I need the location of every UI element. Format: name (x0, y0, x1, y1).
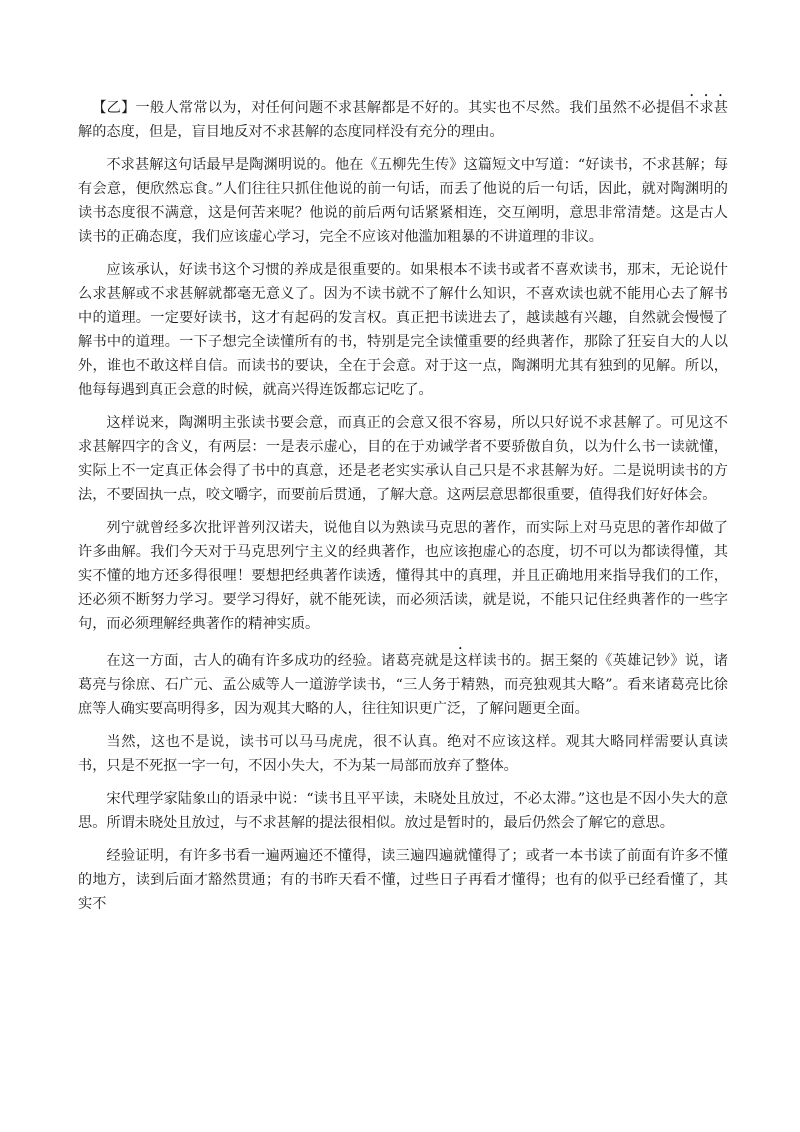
paragraph-8 (78, 787, 728, 835)
emphasized-text: 这 (453, 653, 468, 669)
paragraph-text: 列宁就曾经多次批评普列汉诺夫，说他自以为熟读马克思的著作，而实际上对马克思的著作却做了许多曲解。我们今天对于马克思列宁主义的经典著作，也应该抱虚心的态度，切不可以为都读得懂，其实不懂的地方还多得很哩！要想把经典著作读透，懂得其中的真理，并且正确地用来指导我们的工作，还必须不断努力学习。要学习得好，就不能死读，而必须活读，就是说，不能只记住经典著作的一些字句，而必须理解经典著作的精神实质。 (78, 520, 728, 632)
paragraph-text: 不求甚解这句话最早是陶渊明说的。他在《五柳先生传》这篇短文中写道：“好读书，不求甚解；每有会意，便欣然忘食。”人们往往只抓住他说的前一句话，而丢了他说的后一句话，因此，就对陶渊明的读书态度很不满意，这是何苦来呢？他说的前后两句话紧紧相连，交互阐明，意思非常清楚。这是古人读书的正确态度，我们应该虚心学习，完全不应该对他滥加粗暴的不讲道理的非议。 (78, 157, 728, 245)
paragraph-4 (78, 411, 728, 507)
paragraph-2 (78, 153, 728, 249)
paragraph-text: 应该承认，好读书这个习惯的养成是很重要的。如果根本不读书或者不喜欢读书，那末，无论说什么求甚解或不求甚解就都毫无意义了。因为不读书就不了解什么知识，不喜欢读也就不能用心去了解书中的道理。一定要好读书，这才有起码的发言权。真正把书读进去了，越读越有兴趣，自然就会慢慢了解书中的道理。一下子想完全读懂所有的书，特别是完全读懂重要的经典著作，那除了狂妄自大的人以外，谁也不敢这样自信。而读书的要诀，全在于会意。对于这一点，陶渊明尤其有独到的见解。所以，他每每遇到真正会意的时候，就高兴得连饭都忘记吃了。 (78, 262, 728, 398)
paragraph-6 (78, 645, 728, 721)
essay-body (78, 92, 728, 925)
paragraph-text: 宋代理学家陆象山的语录中说：“读书且平平读，未晓处且放过，不必太滞。”这也是不因小失大的意思。所谓未晓处且放过，与不求甚解的提法很相似。放过是暂时的，最后仍然会了解它的意思。 (78, 791, 728, 831)
paragraph-text: 当然，这也不是说，读书可以马马虎虎，很不认真。绝对不应该这样。观其大略同样需要认真读书，只是不死抠一字一句，不因小失大，不为某一局部而放弃了整体。 (78, 734, 728, 774)
paragraph-text: 这样说来，陶渊明主张读书要会意，而真正的会意又很不容易，所以只好说不求甚解了。可见这不求甚解四字的含义，有两层：一是表示虚心，目的在于劝诫学者不要骄傲自负，以为什么书一读就懂，实际上不一定真正体会得了书中的真意，还是老老实实承认自己只是不求甚解为好。二是说明读书的方法，不要固执一点，咬文嚼字，而要前后贯通，了解大意。这两层意思都很重要，值得我们好好体会。 (78, 415, 728, 503)
paragraph-3 (78, 258, 728, 402)
emphasized-text: 不求甚 (684, 100, 728, 116)
paragraph-text: 解的态度，但是，盲目地反对不求甚解的态度同样没有充分的理由。 (78, 124, 504, 140)
paragraph-9 (78, 844, 728, 916)
paragraph-text: 【乙】一般人常常以为，对任何问题不求甚解都是不好的。其实也不尽然。我们虽然不必提倡 (92, 100, 685, 116)
paragraph-text: 在这一方面，古人的确有许多成功的经验。诸葛亮就是 (106, 653, 454, 669)
paragraph-text: 样读书的。据王粲的《英雄记钞》说，诸葛亮与徐庶、石广元、孟公威等人一道游学读书，“三人务于精熟，而亮独观其大略”。看来诸葛亮比徐庶等人确实要高明得多，因为观其大略的人，往往知识更广泛，了解问题更全面。 (78, 653, 728, 717)
paragraph-5 (78, 516, 728, 636)
paragraph-1 (78, 92, 728, 144)
paragraph-text: 经验证明，有许多书看一遍两遍还不懂得，读三遍四遍就懂得了；或者一本书读了前面有许多不懂的地方，读到后面才豁然贯通；有的书昨天看不懂，过些日子再看才懂得；也有的似乎已经看懂了，其实不 (78, 848, 728, 912)
paragraph-7 (78, 730, 728, 778)
